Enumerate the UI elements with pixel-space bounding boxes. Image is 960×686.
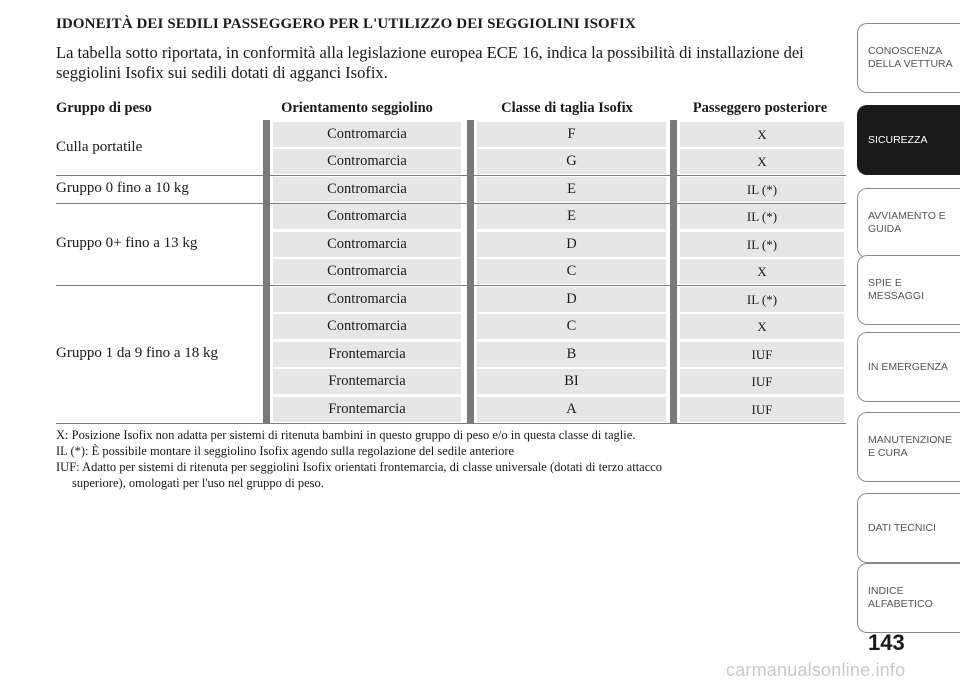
column-separator	[670, 120, 677, 423]
weight-group-label: Gruppo 1 da 9 fino a 18 kg	[56, 345, 219, 362]
column-separator	[467, 120, 474, 423]
header-rear-passenger: Passeggero posteriore	[692, 100, 828, 116]
rear-passenger-cell: IUF	[680, 342, 844, 367]
header-orientation: Orientamento seggiolino	[281, 100, 433, 116]
weight-group-label: Gruppo 0 fino a 10 kg	[56, 180, 189, 197]
rear-passenger-cell: X	[680, 314, 844, 339]
orientation-cell: Contromarcia	[273, 232, 461, 257]
size-class-cell: C	[477, 314, 666, 339]
tab-spie-e-messaggi[interactable]: SPIE E MESSAGGI	[857, 255, 960, 325]
orientation-cell: Contromarcia	[273, 204, 461, 229]
group-divider	[56, 423, 846, 424]
orientation-cell: Frontemarcia	[273, 369, 461, 394]
tab-conoscenza-della-vettura[interactable]: CONOSCENZA DELLA VETTURA	[857, 23, 960, 93]
weight-group-label: Gruppo 0+ fino a 13 kg	[56, 235, 198, 252]
orientation-cell: Frontemarcia	[273, 397, 461, 422]
rear-passenger-cell: X	[680, 149, 844, 174]
size-class-cell: G	[477, 149, 666, 174]
orientation-cell: Contromarcia	[273, 149, 461, 174]
tab-sicurezza[interactable]: SICUREZZA	[857, 105, 960, 175]
orientation-cell: Contromarcia	[273, 177, 461, 202]
size-class-cell: E	[477, 204, 666, 229]
weight-group-label: Culla portatile	[56, 139, 143, 155]
size-class-cell: BI	[477, 369, 666, 394]
column-separator	[263, 120, 270, 423]
orientation-cell: Frontemarcia	[273, 342, 461, 367]
orientation-cell: Contromarcia	[273, 287, 461, 312]
header-size-class: Classe di taglia Isofix	[501, 100, 633, 116]
size-class-cell: D	[477, 232, 666, 257]
tab-manutenzione-e-cura[interactable]: MANUTENZIONE E CURA	[857, 412, 960, 482]
rear-passenger-cell: IL (*)	[680, 177, 844, 202]
rear-passenger-cell: IL (*)	[680, 287, 844, 312]
rear-passenger-cell: IL (*)	[680, 232, 844, 257]
note-x: X: Posizione Isofix non adatta per sistemi di ritenuta bambini in questo gruppo di peso e/o in questa classe di taglie.	[56, 428, 636, 442]
size-class-cell: E	[477, 177, 666, 202]
orientation-cell: Contromarcia	[273, 314, 461, 339]
rear-passenger-cell: IUF	[680, 369, 844, 394]
tab-avviamento-e-guida[interactable]: AVVIAMENTO E GUIDA	[857, 188, 960, 258]
note-il: IL (*): È possibile montare il seggiolino Isofix agendo sulla regolazione del sedile anteriore	[56, 444, 515, 458]
rear-passenger-cell: IL (*)	[680, 204, 844, 229]
orientation-cell: Contromarcia	[273, 259, 461, 284]
tab-indice-alfabetico[interactable]: INDICE ALFABETICO	[857, 563, 960, 633]
watermark: carmanualsonline.info	[726, 660, 906, 680]
page-number: 143	[868, 630, 905, 655]
rear-passenger-cell: X	[680, 122, 844, 147]
size-class-cell: B	[477, 342, 666, 367]
tab-in-emergenza[interactable]: IN EMERGENZA	[857, 332, 960, 402]
size-class-cell: D	[477, 287, 666, 312]
table-header	[56, 96, 846, 122]
size-class-cell: F	[477, 122, 666, 147]
table-notes	[56, 427, 836, 491]
note-iuf-continued: superiore), omologati per l'uso nel gruppo di peso.	[72, 476, 324, 490]
tab-dati-tecnici[interactable]: DATI TECNICI	[857, 493, 960, 563]
rear-passenger-cell: X	[680, 259, 844, 284]
section-title: IDONEITÀ DEI SEDILI PASSEGGERO PER L'UTILIZZO DEI SEGGIOLINI ISOFIX	[56, 16, 636, 32]
intro-paragraph: La tabella sotto riportata, in conformità alla legislazione europea ECE 16, indica la possibilità di installazione dei seggiolini Isofix sui sedili dotati di agganci Isofix.	[56, 43, 804, 82]
size-class-cell: A	[477, 397, 666, 422]
orientation-cell: Contromarcia	[273, 122, 461, 147]
rear-passenger-cell: IUF	[680, 397, 844, 422]
header-weight-group: Gruppo di peso	[56, 100, 152, 116]
size-class-cell: C	[477, 259, 666, 284]
note-iuf: IUF: Adatto per sistemi di ritenuta per seggiolini Isofix orientati frontemarcia, di classe universale (dotati di terzo attacco	[56, 460, 663, 474]
